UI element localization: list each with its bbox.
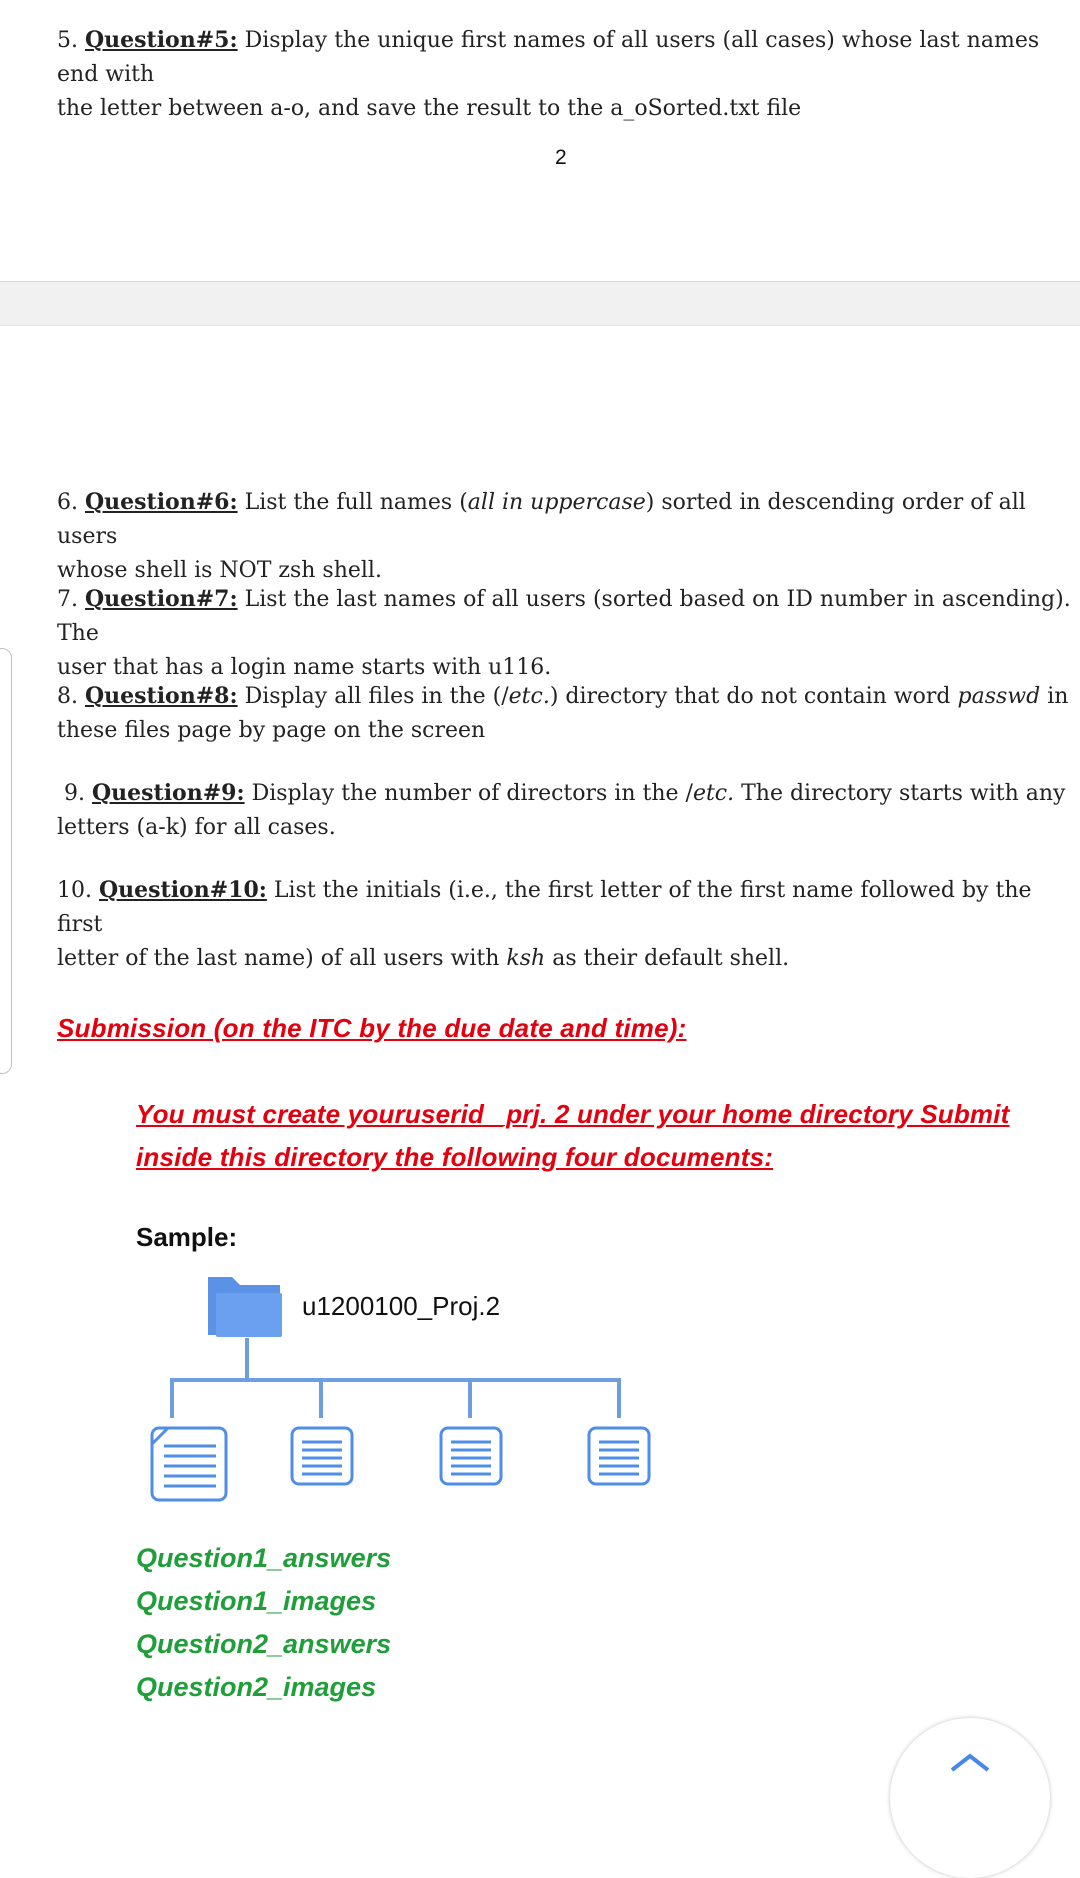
tree-connectors bbox=[172, 1338, 620, 1418]
question-9-label: Question#9: bbox=[92, 780, 245, 806]
folder-name: u1200100_Proj.2 bbox=[302, 1291, 501, 1321]
page-number: 2 bbox=[555, 146, 567, 169]
submission-instructions: You must create youruserid _prj. 2 under your home directory Submit inside this directory the following four documents: bbox=[136, 1099, 1010, 1172]
floating-action-button[interactable] bbox=[890, 1718, 1050, 1878]
question-5: 5. Question#5: Display the unique first names of all users (all cases) whose last names end with the letter between a-o, and save the result to the a_oSorted.txt file bbox=[57, 27, 1040, 121]
question-10: 10. Question#10: List the initials (i.e., the first letter of the first name followed by the first letter of the last name) of all users with ksh as their default shell. bbox=[57, 877, 1032, 971]
question-6-label: Question#6: bbox=[85, 489, 238, 515]
document-icon bbox=[292, 1428, 352, 1484]
list-item: Question2_answers bbox=[136, 1629, 392, 1659]
document-icon bbox=[441, 1428, 501, 1484]
sample-label: Sample: bbox=[136, 1222, 238, 1252]
submission-heading: Submission (on the ITC by the due date and time): bbox=[57, 1013, 687, 1043]
question-9: 9. Question#9: Display the number of directors in the /etc. The directory starts with any letters (a-k) for all cases. bbox=[57, 780, 1066, 840]
chevron-up-icon bbox=[890, 1718, 1050, 1878]
document-list bbox=[136, 1537, 391, 1709]
question-8: 8. Question#8: Display all files in the (/etc.) directory that do not contain word passwd in these files page by page on the screen bbox=[57, 683, 1069, 743]
folder-icon bbox=[208, 1277, 282, 1337]
list-item: Question1_answers bbox=[136, 1543, 392, 1573]
question-6: 6. Question#6: List the full names (all in uppercase) sorted in descending order of all users whose shell is NOT zsh shell. bbox=[57, 489, 1026, 583]
document-icon bbox=[152, 1428, 226, 1500]
list-item: Question1_images bbox=[136, 1586, 377, 1616]
question-7: 7. Question#7: List the last names of all users (sorted based on ID number in ascending). The user that has a login name starts with u116. bbox=[57, 586, 1071, 680]
question-7-label: Question#7: bbox=[85, 586, 238, 612]
document-icon bbox=[589, 1428, 649, 1484]
question-5-label: Question#5: bbox=[85, 27, 238, 53]
list-item: Question2_images bbox=[136, 1672, 377, 1702]
question-10-label: Question#10: bbox=[99, 877, 267, 903]
question-8-label: Question#8: bbox=[85, 683, 238, 709]
